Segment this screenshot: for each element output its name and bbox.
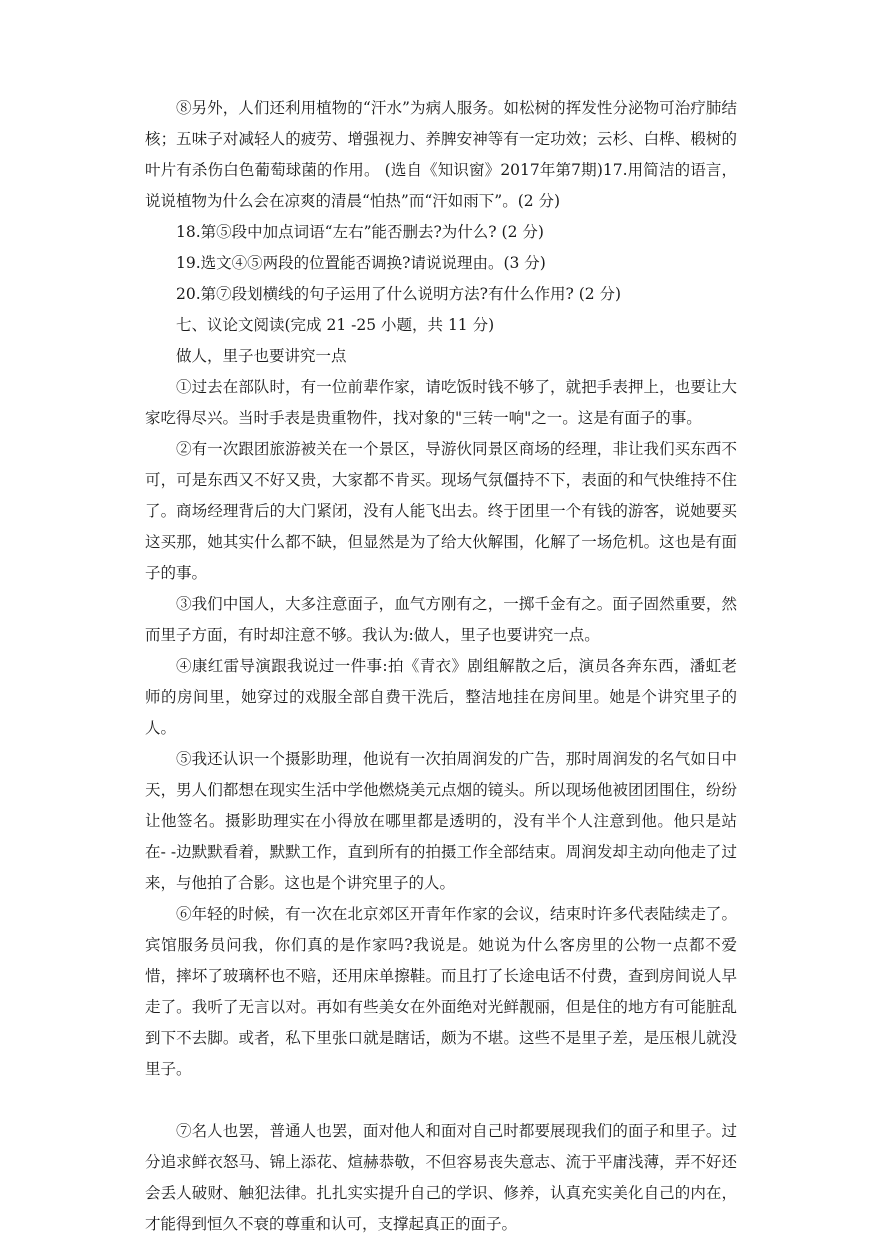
document-body (145, 93, 737, 1240)
question-20: 20.第⑦段划横线的句子运用了什么说明方法?有什么作用? (2 分) (176, 285, 622, 303)
essay-paragraph-5: ⑤我还认识一个摄影助理，他说有一次拍周润发的广告，那时周润发的名气如日中天，男人们都想在现实生活中学他燃烧美元点烟的镜头。所以现场他被团团围住，纷纷让他签名。摄影助理实在小得放在哪里都是透明的，没有半个人注意到他。他只是站在- -边默默看着，默默工作，直到所有的拍摄工作全部结束。周润发却主动向他走了过来，与他拍了合影。这也是个讲究里子的人。 (145, 750, 737, 892)
section-heading-argumentative: 七、议论文阅读(完成 21 -25 小题，共 11 分) (176, 316, 495, 334)
essay-paragraph-7: ⑦名人也罢，普通人也罢，面对他人和面对自己时都要展现我们的面子和里子。过分追求鲜衣怒马、锦上添花、煊赫恭敬，不但容易丧失意志、流于平庸浅薄，弄不好还会丢人破财、触犯法律。扎扎实实提升自己的学识、修养，认真充实美化自己的内在，才能得到恒久不衰的尊重和认可，支撑起真正的面子。 (145, 1122, 737, 1233)
essay-paragraph-4: ④康红雷导演跟我说过一件事:拍《青衣》剧组解散之后，演员各奔东西，潘虹老师的房间里，她穿过的戏服全部自费干洗后，整洁地挂在房间里。她是个讲究里子的人。 (145, 657, 737, 737)
paragraph-gap (145, 1085, 737, 1116)
question-18: 18.第⑤段中加点词语“左右”能否删去?为什么? (2 分) (176, 223, 544, 241)
essay-paragraph-1: ①过去在部队时，有一位前辈作家，请吃饭时钱不够了，就把手表押上，也要让大家吃得尽兴。当时手表是贵重物件，找对象的"三转一响"之一。这是有面子的事。 (145, 378, 737, 427)
question-19: 19.选文④⑤两段的位置能否调换?请说说理由。(3 分) (176, 254, 546, 272)
essay-paragraph-2: ②有一次跟团旅游被关在一个景区，导游伙同景区商场的经理，非让我们买东西不可，可是东西又不好又贵，大家都不肯买。现场气氛僵持不下，表面的和气快维持不住了。商场经理背后的大门紧闭，没有人能飞出去。终于团里一个有钱的游客，说她要买这买那，她其实什么都不缺，但显然是为了给大伙解围，化解了一场危机。这也是有面子的事。 (145, 440, 737, 582)
essay-paragraph-3: ③我们中国人，大多注意面子，血气方刚有之，一掷千金有之。面子固然重要，然而里子方面，有时却注意不够。我认为:做人，里子也要讲究一点。 (145, 595, 737, 644)
essay-paragraph-6: ⑥年轻的时候，有一次在北京郊区开青年作家的会议，结束时许多代表陆续走了。宾馆服务员问我，你们真的是作家吗?我说是。她说为什么客房里的公物一点都不爱惜，摔坏了玻璃杯也不赔，还用床单擦鞋。而且打了长途电话不付费，查到房间说人早走了。我听了无言以对。再如有些美女在外面绝对光鲜靓丽，但是住的地方有可能脏乱到下不去脚。或者，私下里张口就是瞎话，颇为不堪。这些不是里子差，是压根儿就没里子。 (145, 905, 737, 1078)
paragraph-8-plant-sweat: ⑧另外，人们还利用植物的“汗水”为病人服务。如松树的挥发性分泌物可治疗肺结核；五味子对减轻人的疲劳、增强视力、养脾安神等有一定功效；云杉、白桦、椴树的叶片有杀伤白色葡萄球菌的作用。 (选自《知识窗》2017年第7期)17.用简洁的语言，说说植物为什么会在凉爽的清晨“怕热”而“汗如雨下”。(2 分) (145, 99, 737, 210)
essay-title: 做人，里子也要讲究一点 (176, 347, 347, 365)
